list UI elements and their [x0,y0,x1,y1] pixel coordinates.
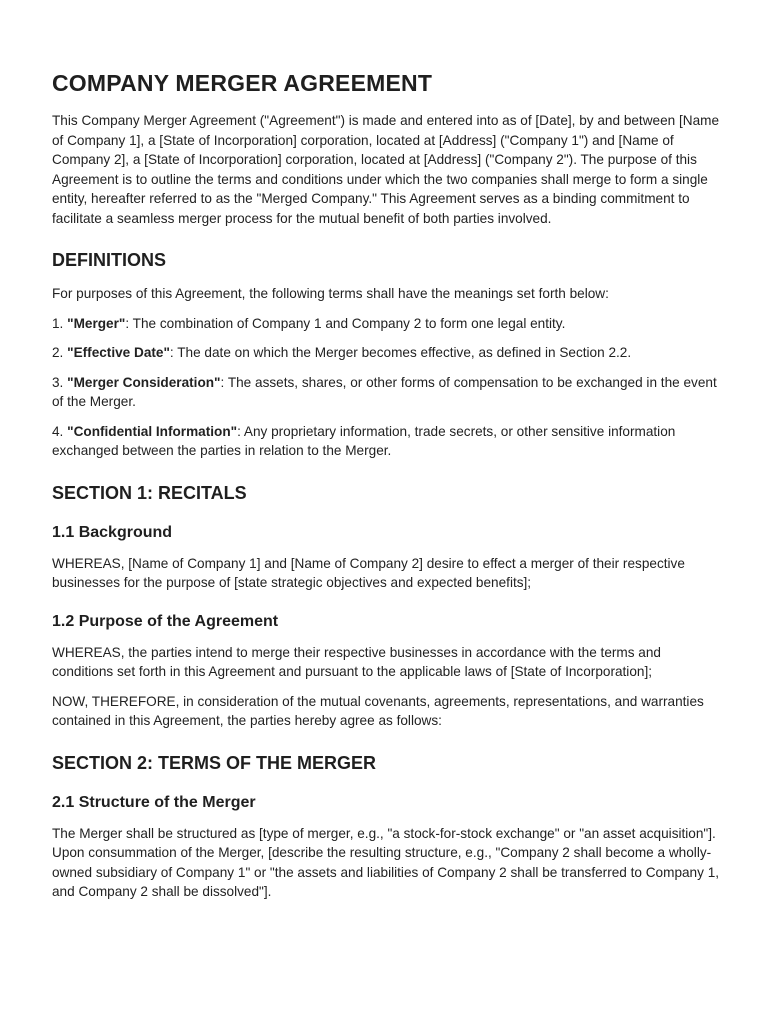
definitions-heading: DEFINITIONS [52,250,167,270]
intro-paragraph: This Company Merger Agreement ("Agreement") is made and entered into as of [Date], by and between [Name of Company 1], a [State of Incorporation] corporation, located at [Address] ("Company 1") and [Name of Company 2], a [State of Incorporation] corporation, located at [Address] ("Company 2"). The purpose of this Agreement is to outline the terms and conditions under which the two companies shall merge to form a single entity, hereafter referred to as the "Merged Company." This Agreement serves as a binding commitment to facilitate a seamless merger process for the mutual benefit of both parties involved. [52,113,720,226]
definition-item [52,373,722,412]
definition-term: "Confidential Information" [67,423,238,439]
definition-item [52,314,722,334]
definition-number: 3. [52,374,68,390]
definition-text: : The combination of Company 1 and Company 2 to form one legal entity. [125,315,566,331]
section-2-1-text: The Merger shall be structured as [type of merger, e.g., "a stock-for-stock exchange" or "an asset acquisition"]. Upon consummation of the Merger, [describe the resulting structure, e.g., "Company 2 shall become a wholly-owned subsidiary of Company 1" or "the assets and liabilities of Company 2 shall be transferred to Company 1, and Company 2 shall be dissolved"]. [52,825,720,899]
definition-item [52,422,722,461]
definitions-lead: For purposes of this Agreement, the following terms shall have the meanings set forth below: [52,286,609,301]
definition-number: 4. [52,423,68,439]
section-1-2-text-whereas: WHEREAS, the parties intend to merge their respective businesses in accordance with the terms and conditions set forth in this Agreement and pursuant to the applicable laws of [State of Incorporation]; [52,644,661,679]
section-1-1-text: WHEREAS, [Name of Company 1] and [Name of Company 2] desire to effect a merger of their respective businesses for the purpose of [state strategic objectives and expected benefits]; [52,555,685,590]
section-1-2-heading: 1.2 Purpose of the Agreement [52,612,279,630]
section-1-heading: SECTION 1: RECITALS [52,482,247,503]
definition-term: "Effective Date" [67,345,170,360]
definition-item [52,343,722,363]
definition-term: "Merger" [67,315,126,331]
definition-text: : The date on which the Merger becomes effective, as defined in Section 2.2. [169,345,632,360]
document-page [52,70,722,912]
section-1-2-text-now-therefore: NOW, THEREFORE, in consideration of the mutual covenants, agreements, representations, and warranties contained in this Agreement, the parties hereby agree as follows: [52,693,704,728]
definition-text: : The assets, shares, or other forms of compensation to be exchanged in the event of the Merger. [52,374,717,409]
definition-text: : Any proprietary information, trade secrets, or other sensitive information exchanged between the parties in relation to the Merger. [52,423,676,458]
document-title: COMPANY MERGER AGREEMENT [52,70,433,96]
definition-number: 2. [52,345,68,360]
section-2-1-heading: 2.1 Structure of the Merger [52,793,256,811]
definition-number: 1. [52,315,68,331]
section-2-heading: SECTION 2: TERMS OF THE MERGER [52,752,377,773]
definition-term: "Merger Consideration" [67,374,221,390]
section-1-1-heading: 1.1 Background [52,523,173,541]
